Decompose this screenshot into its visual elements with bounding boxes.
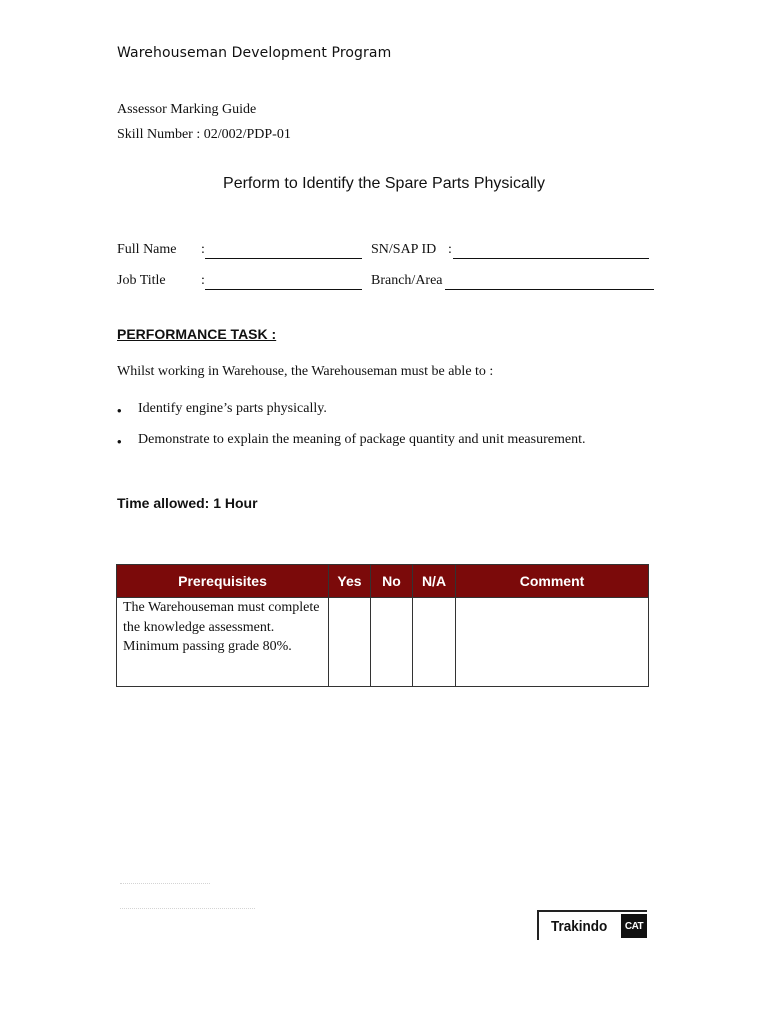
job-title-colon: : — [201, 273, 205, 288]
no-cell[interactable] — [371, 598, 413, 687]
header-comment: Comment — [456, 565, 649, 598]
header-na: N/A — [413, 565, 456, 598]
header-no: No — [371, 565, 413, 598]
performance-task-intro: Whilst working in Warehouse, the Warehouseman must be able to : — [117, 364, 494, 379]
na-cell[interactable] — [413, 598, 456, 687]
bullet-icon: • — [117, 434, 122, 449]
job-title-label: Job Title — [117, 273, 166, 288]
yes-cell[interactable] — [329, 598, 371, 687]
table-header-row — [117, 565, 649, 598]
faint-footer-mark — [120, 908, 255, 911]
table-row — [117, 598, 649, 687]
task-bullet-item: Identify engine’s parts physically. — [138, 401, 327, 416]
job-title-field[interactable] — [205, 275, 362, 290]
sn-sap-id-field[interactable] — [453, 244, 649, 259]
document-title: Perform to Identify the Spare Parts Physically — [223, 175, 545, 192]
time-allowed: Time allowed: 1 Hour — [117, 495, 258, 511]
assessor-guide-label: Assessor Marking Guide — [117, 102, 257, 117]
full-name-field[interactable] — [205, 244, 362, 259]
sn-sap-id-colon: : — [448, 242, 452, 257]
performance-task-heading: PERFORMANCE TASK : — [117, 326, 277, 342]
branch-area-label: Branch/Area — [371, 273, 443, 288]
full-name-colon: : — [201, 242, 205, 257]
header-prerequisites: Prerequisites — [117, 565, 329, 598]
logo-wordmark: Trakindo — [551, 918, 608, 935]
cat-badge-icon: CAT — [621, 914, 647, 938]
task-bullet-item: Demonstrate to explain the meaning of package quantity and unit measurement. — [138, 432, 586, 447]
full-name-label: Full Name — [117, 242, 177, 257]
program-title: Warehouseman Development Program — [117, 45, 392, 61]
prerequisites-table — [116, 564, 649, 687]
bullet-icon: • — [117, 403, 122, 418]
sn-sap-id-label: SN/SAP ID — [371, 242, 437, 257]
header-yes: Yes — [329, 565, 371, 598]
prerequisite-cell: The Warehouseman must complete the knowledge assessment. Minimum passing grade 80%. — [117, 598, 329, 687]
branch-area-field[interactable] — [445, 275, 654, 290]
skill-number: Skill Number : 02/002/PDP-01 — [117, 127, 291, 142]
trakindo-cat-logo — [537, 910, 647, 940]
faint-footer-mark — [120, 883, 210, 886]
comment-cell[interactable] — [456, 598, 649, 687]
